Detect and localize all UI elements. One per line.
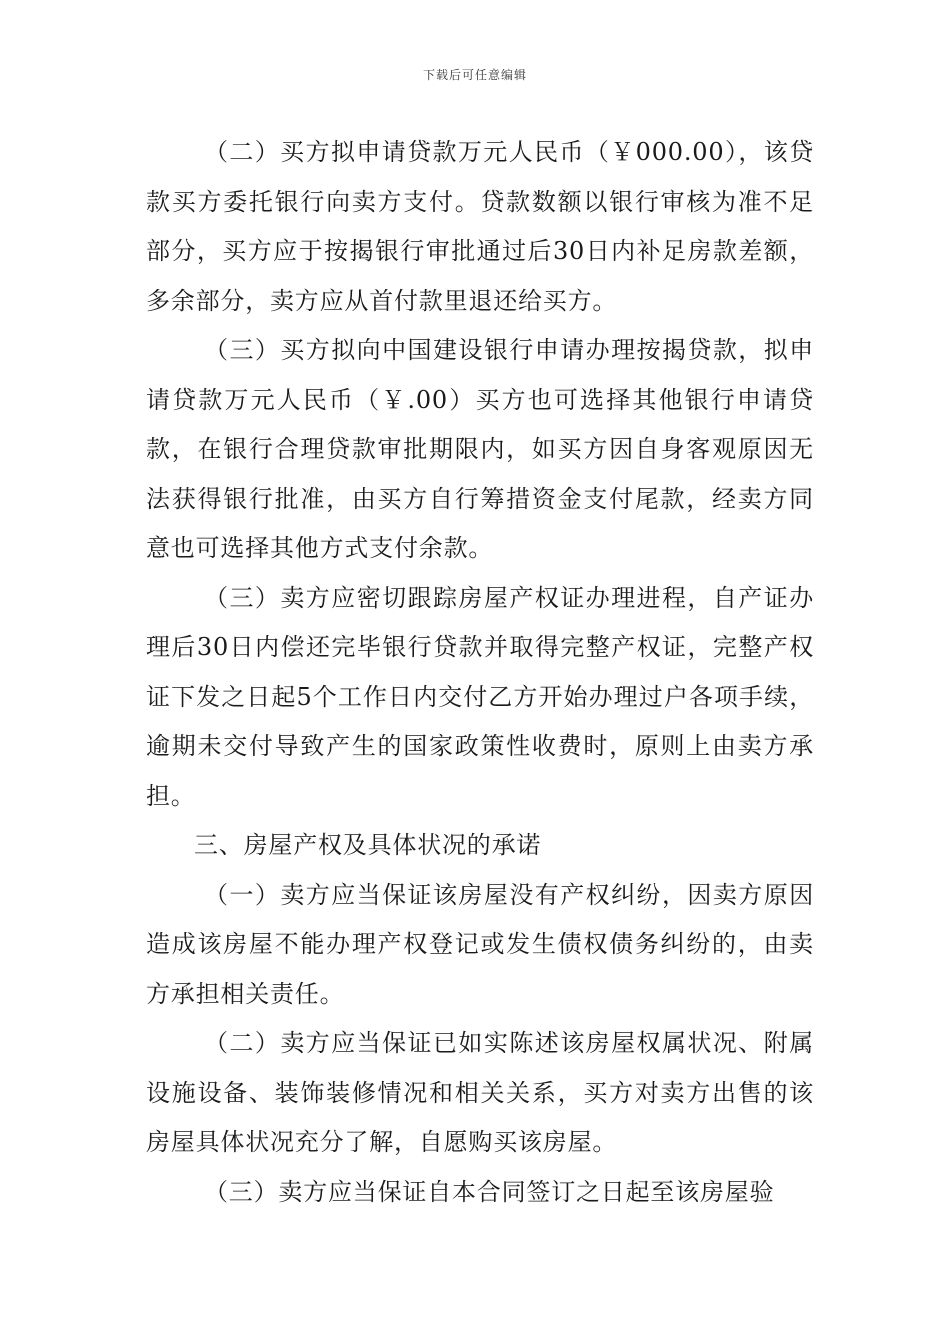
paragraph-no-dispute: （一）卖方应当保证该房屋没有产权纠纷，因卖方原因造成该房屋不能办理产权登记或发生债权债务纠纷的，由卖方承担相关责任。 (146, 880, 814, 1008)
document-body (146, 128, 814, 1217)
paragraph-disclosure: （二）卖方应当保证已如实陈述该房屋权属状况、附属设施设备、装饰装修情况和相关关系，买方对卖方出售的该房屋具体状况充分了解，自愿购买该房屋。 (146, 1029, 814, 1156)
paragraph-title-certificate: （三）卖方应密切跟踪房屋产权证办理进程，自产证办理后30日内偿还完毕银行贷款并取得完整产权证，完整产权证下发之日起5个工作日内交付乙方开始办理过户各项手续，逾期未交付导致产生的国家政策性收费时，原则上由卖方承担。 (146, 583, 814, 810)
paragraph-mortgage-application: （三）买方拟向中国建设银行申请办理按揭贷款，拟申请贷款万元人民币（￥.00）买方也可选择其他银行申请贷款，在银行合理贷款审批期限内，如买方因自身客观原因无法获得银行批准，由买方自行筹措资金支付尾款，经卖方同意也可选择其他方式支付余款。 (146, 336, 814, 562)
paragraph-guarantee: （三）卖方应当保证自本合同签订之日起至该房屋验 (204, 1177, 775, 1206)
paragraph-loan-amount: （二）买方拟申请贷款万元人民币（￥000.00），该贷款买方委托银行向卖方支付。贷款数额以银行审核为准不足部分，买方应于按揭银行审批通过后30日内补足房款差额，多余部分，卖方应从首付款里退还给买方。 (146, 138, 814, 315)
section-heading-property-rights: 三、房屋产权及具体状况的承诺 (194, 831, 542, 859)
page-header-note: 下载后可任意编辑 (422, 68, 527, 82)
